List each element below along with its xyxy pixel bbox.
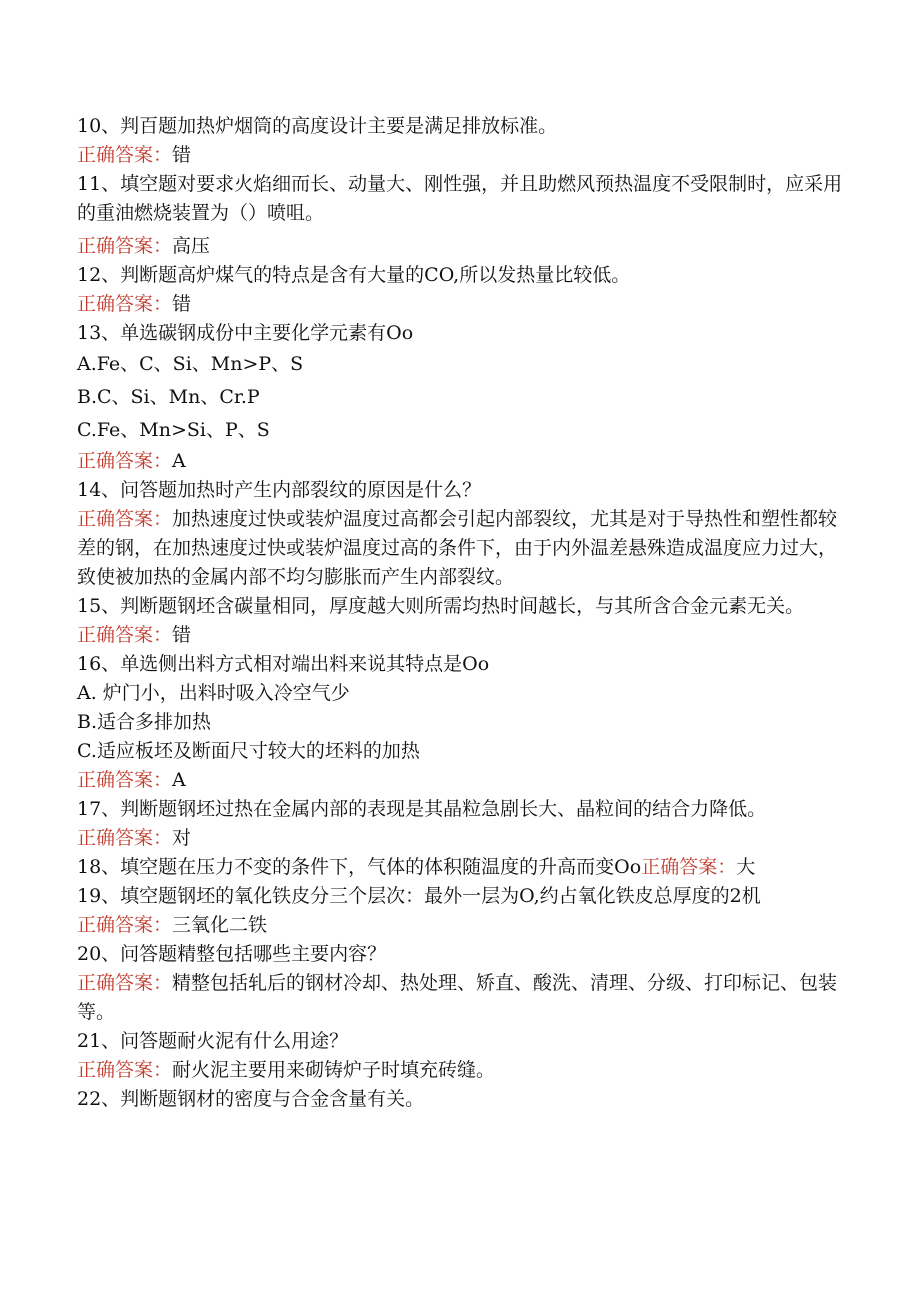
option-b: B.C、Si、Mn、Cr.P — [77, 386, 260, 408]
question-10: 10、判百题加热炉烟筒的高度设计主要是满足排放标准。 — [77, 115, 558, 137]
answer-value: A — [172, 450, 186, 472]
option-c: C.Fe、Mn>Si、P、S — [77, 419, 270, 441]
answer-19 — [77, 911, 847, 940]
question-19: 19、填空题钢坯的氧化铁皮分三个层次：最外一层为O,约占氧化铁皮总厚度的2机 — [77, 885, 761, 907]
answer-label: 正确答案： — [77, 1059, 173, 1081]
question-16: 16、单选侧出料方式相对端出料来说其特点是Oo — [77, 653, 490, 675]
answer-label: 正确答案： — [77, 144, 173, 166]
answer-14 — [77, 505, 847, 592]
option-a: A.Fe、C、Si、Mn>P、S — [77, 353, 304, 375]
answer-value: 大 — [736, 856, 756, 878]
question-11: 11、填空题对要求火焰细而长、动量大、刚性强，并且助燃风预热温度不受限制时，应采用的重油燃烧装置为（）喷咀。 — [77, 173, 843, 224]
answer-label: 正确答案： — [77, 450, 173, 472]
answer-value: 高压 — [172, 235, 211, 257]
question-18 — [77, 853, 847, 882]
answer-value: 三氧化二铁 — [172, 914, 268, 936]
answer-16 — [77, 766, 847, 795]
answer-value: 对 — [172, 827, 192, 849]
question-21: 21、问答题耐火泥有什么用途？ — [77, 1030, 349, 1052]
answer-label: 正确答案： — [641, 856, 737, 878]
answer-label: 正确答案： — [77, 972, 173, 994]
answer-15 — [77, 621, 847, 650]
question-list — [77, 112, 847, 1114]
question-22: 22、判断题钢材的密度与合金含量有关。 — [77, 1088, 425, 1110]
answer-value: 精整包括轧后的钢材冷却、热处理、矫直、酸洗、清理、分级、打印标记、包装等。 — [77, 972, 838, 1023]
answer-value: A — [172, 769, 186, 791]
answer-label: 正确答案： — [77, 508, 173, 530]
question-15: 15、判断题钢坯含碳量相同，厚度越大则所需均热时间越长，与其所含合金元素无关。 — [77, 595, 805, 617]
question-12: 12、判断题高炉煤气的特点是含有大量的CO,所以发热量比较低。 — [77, 264, 631, 286]
option-b: B.适合多排加热 — [77, 711, 212, 733]
question-17: 17、判断题钢坯过热在金属内部的表现是其晶粒急剧长大、晶粒间的结合力降低。 — [77, 798, 767, 820]
answer-value: 加热速度过快或装炉温度过高都会引起内部裂纹，尤其是对于导热性和塑性都较差的钢，在加热速度过快或装炉温度过高的条件下，由于内外温差悬殊造成温度应力过大，致使被加热的金属内部不均匀膨胀而产生内部裂纹。 — [77, 508, 838, 588]
answer-label: 正确答案： — [77, 293, 173, 315]
question-14: 14、问答题加热时产生内部裂纹的原因是什么？ — [77, 479, 482, 501]
answer-20 — [77, 969, 847, 1027]
answer-label: 正确答案： — [77, 827, 173, 849]
answer-value: 错 — [172, 144, 192, 166]
option-c: C.适应板坯及断面尺寸较大的坯料的加热 — [77, 740, 420, 762]
answer-12 — [77, 290, 847, 319]
answer-label: 正确答案： — [77, 235, 173, 257]
answer-value: 耐火泥主要用来砌铸炉子时填充砖缝。 — [172, 1059, 496, 1081]
answer-17 — [77, 824, 847, 853]
question-text: 18、填空题在压力不变的条件下，气体的体积随温度的升高而变Oo — [77, 856, 642, 878]
answer-label: 正确答案： — [77, 624, 173, 646]
answer-value: 错 — [172, 293, 192, 315]
option-a: A. 炉门小，出料时吸入冷空气少 — [77, 682, 350, 704]
answer-label: 正确答案： — [77, 914, 173, 936]
question-20: 20、问答题精整包括哪些主要内容？ — [77, 943, 387, 965]
answer-label: 正确答案： — [77, 769, 173, 791]
answer-10 — [77, 141, 847, 170]
question-13: 13、单选碳钢成份中主要化学元素有Oo — [77, 322, 414, 344]
answer-11 — [77, 232, 847, 261]
answer-21 — [77, 1056, 847, 1085]
answer-13 — [77, 447, 847, 476]
answer-value: 错 — [172, 624, 192, 646]
